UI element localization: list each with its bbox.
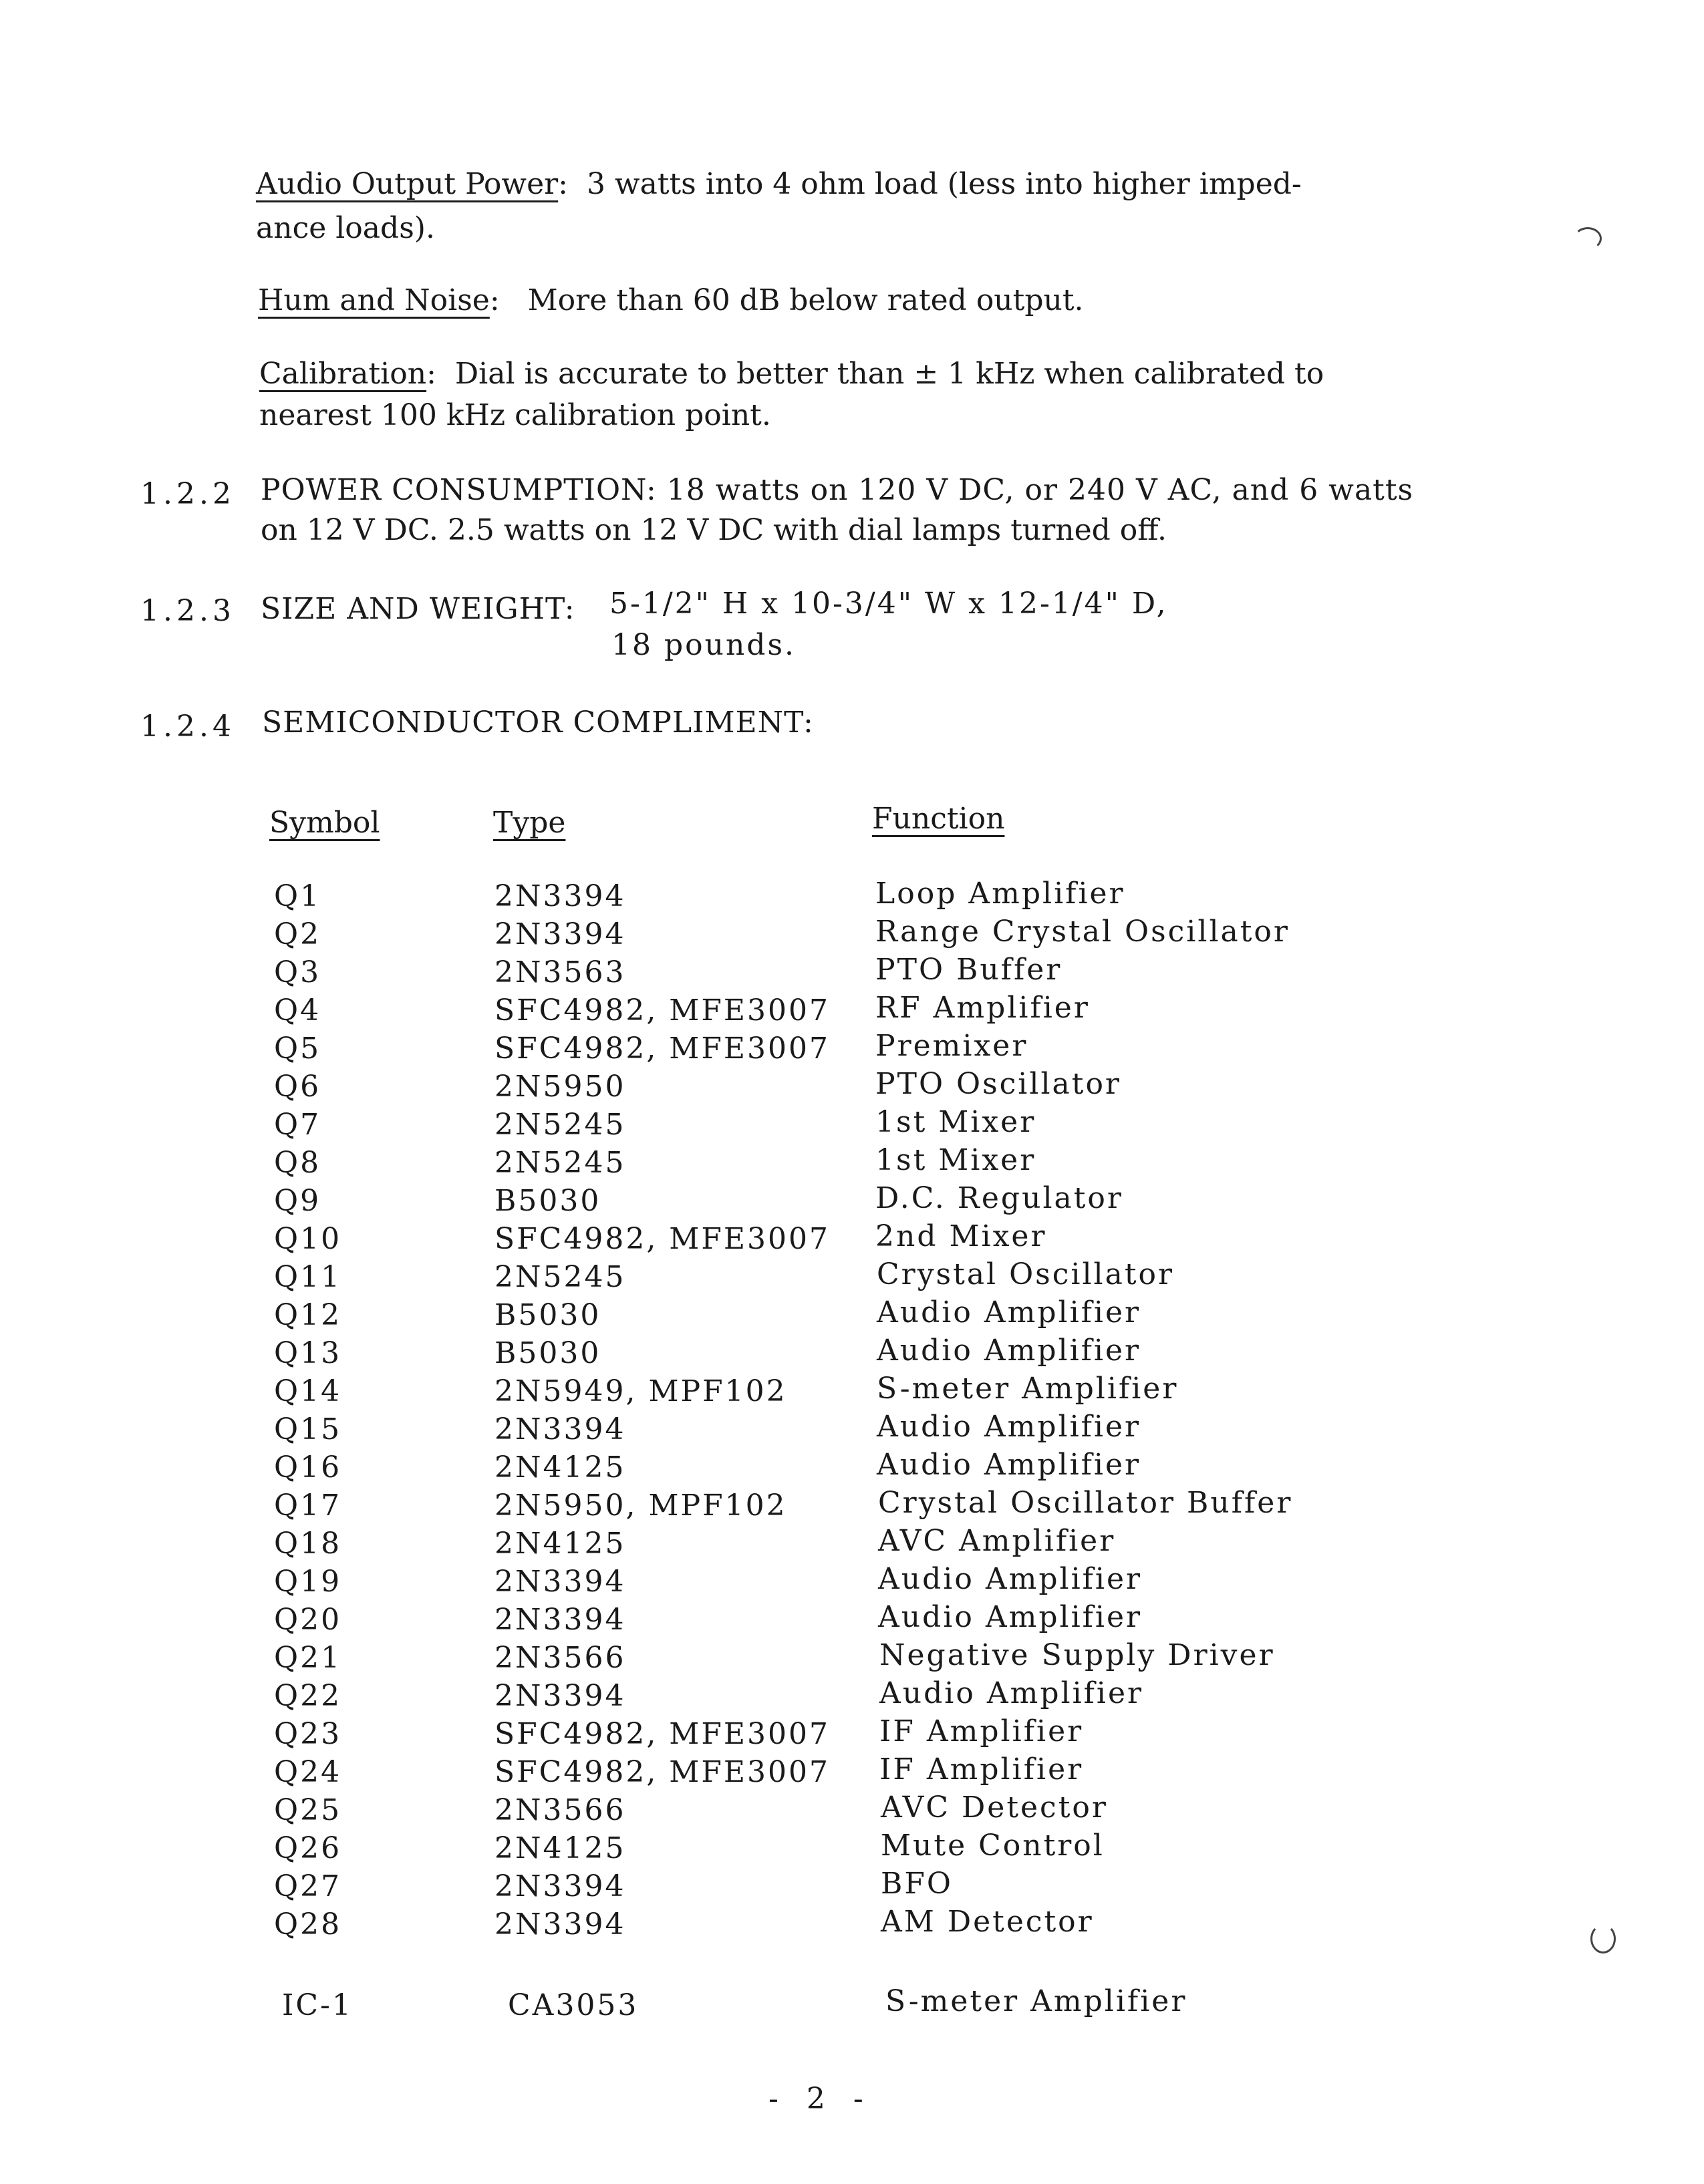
row-type: 2N3394 <box>494 879 626 913</box>
row-type: 2N5949, MPF102 <box>494 1374 787 1408</box>
row-symbol: Q21 <box>274 1641 342 1675</box>
row-type: SFC4982, MFE3007 <box>494 1755 830 1789</box>
row-type: 2N3394 <box>494 1679 626 1713</box>
row-symbol: Q19 <box>274 1565 342 1599</box>
row-function: Range Crystal Oscillator <box>875 915 1290 949</box>
row-function: PTO Oscillator <box>875 1067 1121 1101</box>
row-type: 2N4125 <box>494 1831 626 1865</box>
row-type: 2N3394 <box>494 917 626 951</box>
row-function: Negative Supply Driver <box>879 1638 1275 1672</box>
row-function: Audio Amplifier <box>877 1295 1141 1330</box>
row-type: 2N3563 <box>494 955 626 989</box>
power-consumption-text-2: on 12 V DC. 2.5 watts on 12 V DC with dial lamps turned off. <box>261 513 1167 547</box>
audio-output-text-1: 3 watts into 4 ohm load (less into higher imped- <box>586 167 1302 201</box>
row-function: Crystal Oscillator Buffer <box>878 1486 1293 1520</box>
row-type: 2N5245 <box>494 1146 626 1180</box>
row-type: CA3053 <box>508 1988 639 2022</box>
row-symbol: Q17 <box>274 1489 342 1523</box>
row-type: 2N5950, MPF102 <box>494 1489 787 1523</box>
row-type: 2N4125 <box>494 1450 626 1485</box>
row-function: Audio Amplifier <box>877 1334 1141 1368</box>
row-type: 2N5245 <box>494 1108 626 1142</box>
row-function: S-meter Amplifier <box>885 1984 1187 2018</box>
section-number-1-2-3: 1.2.3 <box>140 594 235 628</box>
row-type: SFC4982, MFE3007 <box>494 1032 830 1066</box>
audio-output-label: Audio Output Power <box>256 167 559 201</box>
row-type: B5030 <box>494 1184 601 1218</box>
row-function: IF Amplifier <box>879 1714 1084 1748</box>
row-function: 2nd Mixer <box>875 1219 1047 1253</box>
row-symbol: Q27 <box>274 1869 342 1903</box>
calibration-line-1: Calibration: Dial is accurate to better than ± 1 kHz when calibrated to <box>259 357 1324 391</box>
row-symbol: Q14 <box>274 1374 342 1408</box>
audio-output-text-2: ance loads). <box>256 211 435 245</box>
row-function: PTO Buffer <box>875 953 1062 987</box>
row-function: S-meter Amplifier <box>877 1372 1179 1406</box>
size-weight-text-1: 5-1/2" H x 10-3/4" W x 12-1/4" D, <box>609 587 1168 621</box>
semiconductor-label: SEMICONDUCTOR COMPLIMENT: <box>262 706 814 740</box>
row-symbol: Q4 <box>274 993 321 1028</box>
row-symbol: Q3 <box>274 955 321 989</box>
section-number-1-2-4: 1.2.4 <box>140 710 235 744</box>
row-symbol: Q15 <box>274 1412 342 1446</box>
row-function: Audio Amplifier <box>877 1410 1141 1444</box>
row-symbol: Q25 <box>274 1793 342 1827</box>
row-type: 2N3394 <box>494 1412 626 1446</box>
row-symbol: Q24 <box>274 1755 342 1789</box>
row-function: 1st Mixer <box>875 1105 1036 1139</box>
row-function: Audio Amplifier <box>877 1448 1141 1482</box>
row-type: SFC4982, MFE3007 <box>494 993 830 1028</box>
calibration-text-2: nearest 100 kHz calibration point. <box>259 398 771 432</box>
row-function: Crystal Oscillator <box>877 1257 1175 1291</box>
row-symbol: Q16 <box>274 1450 342 1485</box>
row-type: SFC4982, MFE3007 <box>494 1717 830 1751</box>
row-symbol: Q20 <box>274 1603 342 1637</box>
header-function: Function <box>872 802 1005 836</box>
row-symbol: Q18 <box>274 1527 342 1561</box>
row-symbol: Q1 <box>274 879 321 913</box>
header-symbol: Symbol <box>269 806 380 840</box>
calibration-label: Calibration <box>259 357 427 391</box>
size-weight-label: SIZE AND WEIGHT: <box>261 592 575 626</box>
row-type: 2N5950 <box>494 1070 626 1104</box>
row-type: 2N5245 <box>494 1260 626 1294</box>
row-function: D.C. Regulator <box>875 1181 1123 1215</box>
audio-output-line-1: Audio Output Power: 3 watts into 4 ohm load (less into higher imped- <box>256 167 1302 201</box>
row-symbol: Q10 <box>274 1222 342 1256</box>
row-symbol: Q11 <box>274 1260 342 1294</box>
hum-noise-label: Hum and Noise <box>258 283 490 317</box>
row-type: 2N3394 <box>494 1869 626 1903</box>
row-type: 2N3394 <box>494 1907 626 1941</box>
row-function: AVC Detector <box>881 1790 1108 1825</box>
row-type: B5030 <box>494 1298 601 1332</box>
row-symbol: Q12 <box>274 1298 342 1332</box>
row-symbol: Q6 <box>274 1070 321 1104</box>
binder-hole-mark-top <box>1574 227 1602 250</box>
power-consumption-text-1: POWER CONSUMPTION: 18 watts on 120 V DC, or 240 V AC, and 6 watts <box>261 473 1414 507</box>
row-symbol: Q8 <box>274 1146 321 1180</box>
section-number-1-2-2: 1.2.2 <box>140 477 235 511</box>
binder-hole-mark-bottom <box>1590 1924 1616 1954</box>
row-symbol: Q28 <box>274 1907 342 1941</box>
row-function: AVC Amplifier <box>878 1524 1116 1558</box>
header-type: Type <box>493 806 566 840</box>
row-symbol: Q23 <box>274 1717 342 1751</box>
row-type: B5030 <box>494 1336 601 1370</box>
row-function: Audio Amplifier <box>878 1600 1143 1634</box>
row-function: IF Amplifier <box>879 1752 1084 1786</box>
row-type: 2N3394 <box>494 1565 626 1599</box>
hum-noise-text: More than 60 dB below rated output. <box>527 283 1084 317</box>
row-type: 2N4125 <box>494 1527 626 1561</box>
row-type: 2N3566 <box>494 1641 626 1675</box>
row-symbol: Q13 <box>274 1336 342 1370</box>
row-symbol: Q2 <box>274 917 321 951</box>
row-function: Mute Control <box>881 1829 1105 1863</box>
row-function: Loop Amplifier <box>875 877 1125 911</box>
row-type: 2N3394 <box>494 1603 626 1637</box>
row-symbol: Q7 <box>274 1108 321 1142</box>
row-symbol: IC-1 <box>282 1988 353 2022</box>
row-symbol: Q26 <box>274 1831 342 1865</box>
calibration-text-1: Dial is accurate to better than ± 1 kHz when calibrated to <box>454 357 1324 391</box>
row-symbol: Q5 <box>274 1032 321 1066</box>
row-type: 2N3566 <box>494 1793 626 1827</box>
row-type: SFC4982, MFE3007 <box>494 1222 830 1256</box>
row-function: Premixer <box>875 1029 1028 1063</box>
row-function: Audio Amplifier <box>879 1676 1144 1710</box>
row-function: Audio Amplifier <box>878 1562 1143 1596</box>
row-function: BFO <box>881 1867 953 1901</box>
hum-noise-line: Hum and Noise: More than 60 dB below rated output. <box>258 283 1084 317</box>
row-function: 1st Mixer <box>875 1143 1036 1177</box>
size-weight-text-2: 18 pounds. <box>611 628 797 662</box>
row-function: RF Amplifier <box>875 991 1090 1025</box>
row-function: AM Detector <box>881 1905 1094 1939</box>
row-symbol: Q22 <box>274 1679 342 1713</box>
page-number: - 2 - <box>768 2082 873 2116</box>
row-symbol: Q9 <box>274 1184 321 1218</box>
